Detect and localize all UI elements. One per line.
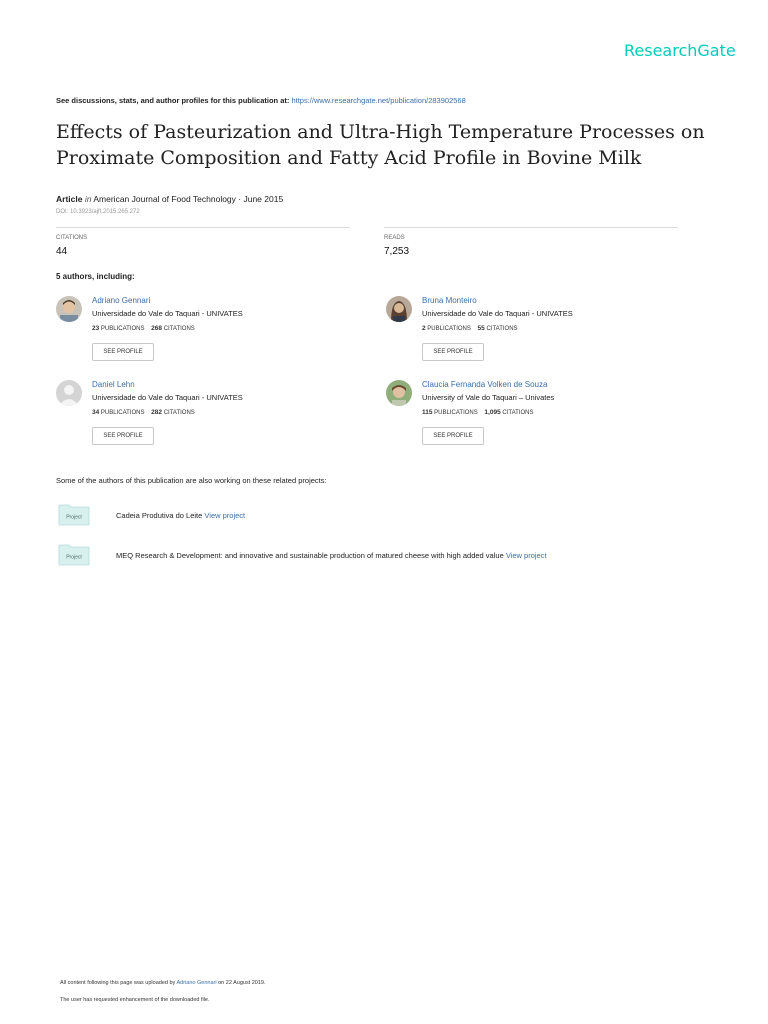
publication-url-link[interactable]: https://www.researchgate.net/publication/283902568 xyxy=(291,96,466,105)
in-word: in xyxy=(84,194,92,204)
author-institution: Universidade do Vale do Taquari - UNIVATES xyxy=(422,309,573,318)
citations-value: 44 xyxy=(56,246,68,257)
publications-label: PUBLICATIONS xyxy=(100,410,145,416)
author-card xyxy=(386,380,686,450)
avatar[interactable] xyxy=(386,380,412,406)
project-name: Cadeia Produtiva do Leite xyxy=(116,511,203,520)
see-profile-button[interactable]: SEE PROFILE xyxy=(422,427,484,445)
author-card xyxy=(386,296,686,366)
publications-count: 115 xyxy=(422,409,433,416)
related-projects-heading: Some of the authors of this publication are also working on these related projects: xyxy=(56,476,327,485)
publications-label: PUBLICATIONS xyxy=(427,326,471,332)
author-card xyxy=(56,380,356,450)
citations-label: CITATIONS xyxy=(56,235,88,241)
citations-label: CITATIONS xyxy=(486,326,518,332)
author-name[interactable]: Claucia Fernanda Volken de Souza xyxy=(422,380,548,389)
avatar[interactable] xyxy=(56,296,82,322)
default-avatar-icon[interactable] xyxy=(56,380,82,406)
enhancement-note: The user has requested enhancement of the downloaded file. xyxy=(60,997,210,1003)
project-icon-label: Project xyxy=(66,514,82,521)
doi: DOI: 10.3923/ajft.2015.265.272 xyxy=(56,209,140,215)
project-folder-icon xyxy=(58,542,90,564)
paper-title: Effects of Pasteurization and Ultra-High Temperature Processes on Proximate Composition and Fatty Acid Profile in Bovine Milk xyxy=(56,121,705,169)
publications-label: PUBLICATIONS xyxy=(434,410,478,416)
see-profile-button[interactable]: SEE PROFILE xyxy=(422,343,484,361)
citations-label: CITATIONS xyxy=(502,410,534,416)
see-profile-button[interactable]: SEE PROFILE xyxy=(92,427,154,445)
publications-count: 23 xyxy=(92,325,100,332)
author-institution: Universidade do Vale do Taquari - UNIVATES xyxy=(92,309,243,318)
intro-line xyxy=(56,96,466,105)
article-type: Article xyxy=(56,194,83,204)
author-name[interactable]: Daniel Lehn xyxy=(92,380,135,389)
project-item xyxy=(116,511,245,520)
author-name[interactable]: Bruna Monteiro xyxy=(422,296,477,305)
author-stats xyxy=(92,325,195,332)
project-name: MEQ Research & Development: and innovative and sustainable production of matured cheese with high added value xyxy=(116,551,504,560)
citations-label: CITATIONS xyxy=(163,410,195,416)
paper-meta xyxy=(56,194,283,204)
upload-note-suffix: on 22 August 2019. xyxy=(218,980,266,986)
researchgate-logo[interactable]: ResearchGate xyxy=(624,41,736,60)
author-stats xyxy=(422,325,518,332)
project-icon-label: Project xyxy=(66,554,82,561)
author-stats xyxy=(92,409,195,416)
upload-note-prefix: All content following this page was uploaded by xyxy=(60,980,176,986)
view-project-link[interactable]: View project xyxy=(204,511,246,520)
uploader-link[interactable]: Adriano Gennari xyxy=(176,980,217,986)
reads-value: 7,253 xyxy=(384,246,410,257)
citations-count: 55 xyxy=(477,325,485,332)
reads-label: READS xyxy=(384,235,405,241)
journal-date: American Journal of Food Technology · June 2015 xyxy=(93,194,284,204)
authors-heading: 5 authors, including: xyxy=(56,272,135,281)
citations-divider xyxy=(56,227,350,228)
intro-text: See discussions, stats, and author profiles for this publication at: xyxy=(56,96,290,105)
author-institution: Universidade do Vale do Taquari - UNIVATES xyxy=(92,393,243,402)
citations-count: 282 xyxy=(151,409,163,416)
author-institution: University of Vale do Taquari – Univates xyxy=(422,393,555,402)
avatar[interactable] xyxy=(386,296,412,322)
see-profile-button[interactable]: SEE PROFILE xyxy=(92,343,154,361)
publications-count: 2 xyxy=(422,325,426,332)
citations-label: CITATIONS xyxy=(163,326,195,332)
upload-note xyxy=(60,980,266,986)
view-project-link[interactable]: View project xyxy=(505,551,547,560)
project-item xyxy=(116,551,547,560)
author-name[interactable]: Adriano Gennari xyxy=(92,296,151,305)
reads-divider xyxy=(384,227,678,228)
author-stats xyxy=(422,409,534,416)
publications-count: 34 xyxy=(92,409,100,416)
publications-label: PUBLICATIONS xyxy=(100,326,145,332)
citations-count: 268 xyxy=(151,325,163,332)
citations-count: 1,095 xyxy=(484,409,501,416)
project-folder-icon xyxy=(58,502,90,524)
author-card xyxy=(56,296,356,366)
